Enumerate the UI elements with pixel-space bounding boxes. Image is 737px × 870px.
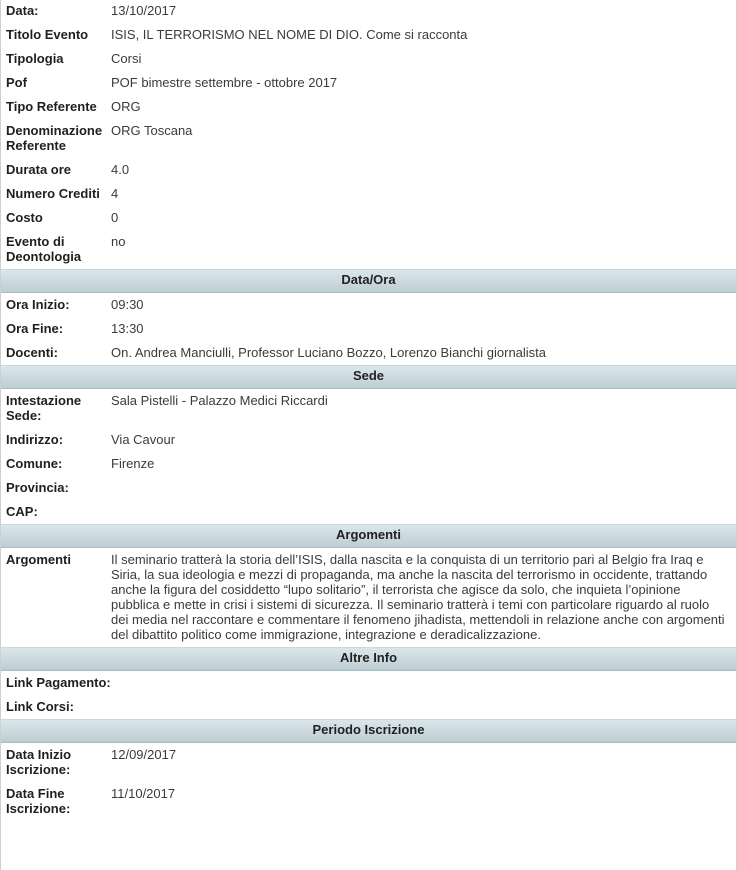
row-indirizzo [1, 428, 736, 452]
row-intestazione-sede [1, 389, 736, 428]
deontologia-label: Evento di Deontologia [1, 230, 111, 269]
section-title-sede: Sede [1, 365, 736, 389]
link-pagamento-label: Link Pagamento: [1, 671, 111, 695]
row-numero-crediti [1, 182, 736, 206]
cap-value [111, 500, 736, 524]
row-link-corsi [1, 695, 736, 719]
data-fine-iscrizione-label: Data Fine Iscrizione: [1, 782, 111, 821]
row-denominazione-referente [1, 119, 736, 158]
row-tipologia [1, 47, 736, 71]
section-title-data-ora: Data/Ora [1, 269, 736, 293]
tipologia-label: Tipologia [1, 47, 111, 71]
section-header-periodo-iscrizione [1, 719, 736, 743]
ora-inizio-value: 09:30 [111, 293, 736, 317]
ora-fine-label: Ora Fine: [1, 317, 111, 341]
ora-inizio-label: Ora Inizio: [1, 293, 111, 317]
link-corsi-label: Link Corsi: [1, 695, 111, 719]
data-value: 13/10/2017 [111, 0, 736, 23]
data-fine-iscrizione-value: 11/10/2017 [111, 782, 736, 821]
argomenti-label: Argomenti [1, 548, 111, 647]
row-comune [1, 452, 736, 476]
row-docenti [1, 341, 736, 365]
section-title-altre-info: Altre Info [1, 647, 736, 671]
section-header-argomenti [1, 524, 736, 548]
row-titolo-evento [1, 23, 736, 47]
pof-label: Pof [1, 71, 111, 95]
section-header-altre-info [1, 647, 736, 671]
deontologia-value: no [111, 230, 736, 269]
row-data-fine-iscrizione [1, 782, 736, 821]
section-header-sede [1, 365, 736, 389]
link-corsi-value [111, 695, 736, 719]
section-header-data-ora [1, 269, 736, 293]
titolo-evento-label: Titolo Evento [1, 23, 111, 47]
row-deontologia [1, 230, 736, 269]
event-detail-table [1, 0, 736, 821]
tipo-referente-value: ORG [111, 95, 736, 119]
row-costo [1, 206, 736, 230]
row-provincia [1, 476, 736, 500]
row-argomenti [1, 548, 736, 647]
comune-label: Comune: [1, 452, 111, 476]
row-ora-fine [1, 317, 736, 341]
denominazione-referente-value: ORG Toscana [111, 119, 736, 158]
numero-crediti-label: Numero Crediti [1, 182, 111, 206]
data-inizio-iscrizione-value: 12/09/2017 [111, 743, 736, 782]
docenti-label: Docenti: [1, 341, 111, 365]
intestazione-sede-label: Intestazione Sede: [1, 389, 111, 428]
durata-ore-label: Durata ore [1, 158, 111, 182]
ora-fine-value: 13:30 [111, 317, 736, 341]
row-cap [1, 500, 736, 524]
titolo-evento-value: ISIS, IL TERRORISMO NEL NOME DI DIO. Come si racconta [111, 23, 736, 47]
tipologia-value: Corsi [111, 47, 736, 71]
indirizzo-label: Indirizzo: [1, 428, 111, 452]
docenti-value: On. Andrea Manciulli, Professor Luciano Bozzo, Lorenzo Bianchi giornalista [111, 341, 736, 365]
indirizzo-value: Via Cavour [111, 428, 736, 452]
row-pof [1, 71, 736, 95]
row-link-pagamento [1, 671, 736, 695]
tipo-referente-label: Tipo Referente [1, 95, 111, 119]
row-ora-inizio [1, 293, 736, 317]
argomenti-text: Il seminario tratterà la storia dell’ISIS, dalla nascita e la conquista di un territorio pari al Belgio fra Iraq e Siria, la sua ideologia e mezzi di propaganda, ma anche la nascita del terrorismo in occidente, trattando anche la figura del cosiddetto “lupo solitario”, il terrorista che agisce da solo, che inquieta l’opinione pubblica e mette in crisi i sistemi di sicurezza. Il seminario tratterà i temi con particolare riguardo al ruolo dei media nel raccontare e commentare il fenomeno jihadista, mettendoli in relazione anche con argomenti del dibattito politico come immigrazione, integrazione e deradicalizzazione. [111, 548, 736, 647]
row-data-inizio-iscrizione [1, 743, 736, 782]
data-label: Data: [1, 0, 111, 23]
row-durata-ore [1, 158, 736, 182]
link-pagamento-value [111, 671, 736, 695]
provincia-label: Provincia: [1, 476, 111, 500]
provincia-value [111, 476, 736, 500]
section-title-periodo-iscrizione: Periodo Iscrizione [1, 719, 736, 743]
row-tipo-referente [1, 95, 736, 119]
comune-value: Firenze [111, 452, 736, 476]
data-inizio-iscrizione-label: Data Inizio Iscrizione: [1, 743, 111, 782]
numero-crediti-value: 4 [111, 182, 736, 206]
cap-label: CAP: [1, 500, 111, 524]
pof-value: POF bimestre settembre - ottobre 2017 [111, 71, 736, 95]
intestazione-sede-value: Sala Pistelli - Palazzo Medici Riccardi [111, 389, 736, 428]
denominazione-referente-label: Denominazione Referente [1, 119, 111, 158]
row-data [1, 0, 736, 23]
durata-ore-value: 4.0 [111, 158, 736, 182]
costo-label: Costo [1, 206, 111, 230]
section-title-argomenti: Argomenti [1, 524, 736, 548]
costo-value: 0 [111, 206, 736, 230]
